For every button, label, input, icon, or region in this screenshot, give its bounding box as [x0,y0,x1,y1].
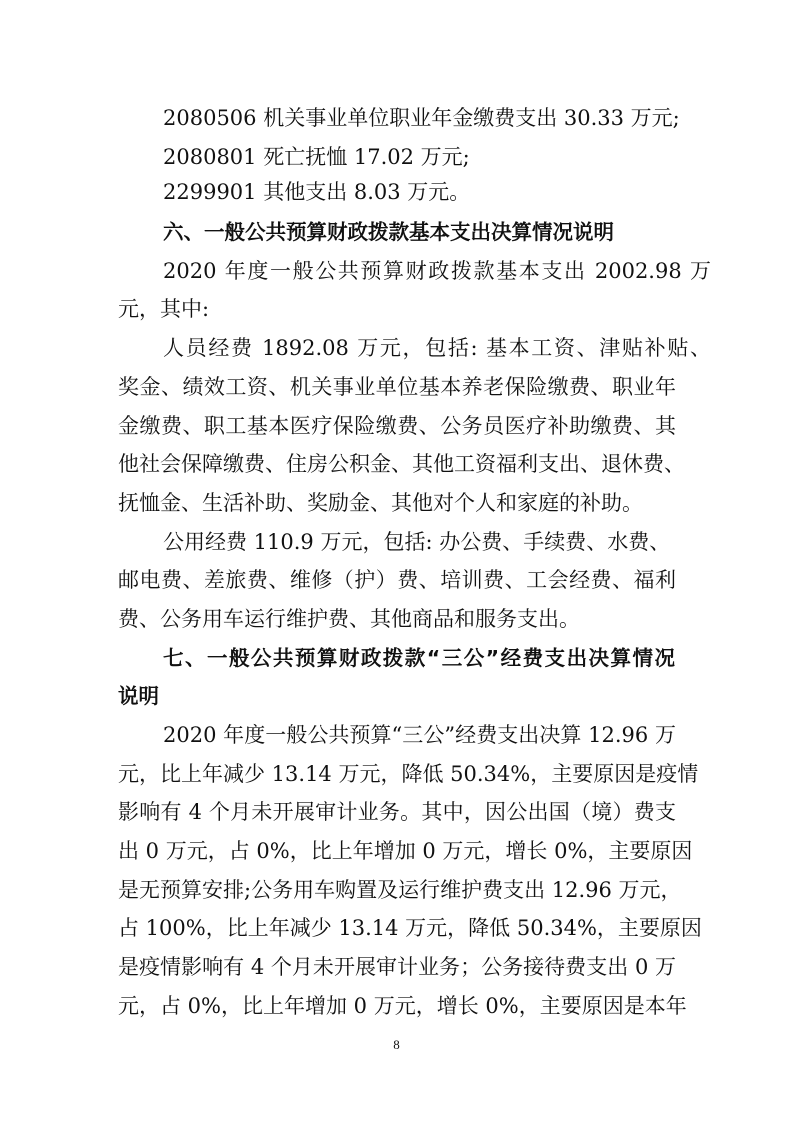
body-line: 2020 年度一般公共预算“三公”经费支出决算 12.96 万 [163,723,676,747]
body-line: 出 0 万元，占 0%，比上年增加 0 万元，增长 0%，主要原因 [118,839,693,863]
body-line: 是疫情影响有 4 个月未开展审计业务；公务接待费支出 0 万 [118,955,676,979]
body-line: 占 100%，比上年减少 13.14 万元，降低 50.34%，主要原因 [118,916,702,940]
body-line: 2299901 其他支出 8.03 万元。 [163,180,471,204]
body-line: 金缴费、职工基本医疗保险缴费、公务员医疗补助缴费、其 [118,414,676,438]
body-line: 抚恤金、生活补助、奖励金、其他对个人和家庭的补助。 [118,491,643,515]
body-line: 是无预算安排;公务用车购置及运行维护费支出 12.96 万元， [118,878,682,902]
body-line: 影响有 4 个月未开展审计业务。其中，因公出国（境）费支 [118,800,676,824]
body-line: 2080506 机关事业单位职业年金缴费支出 30.33 万元; [163,106,680,130]
body-line: 奖金、绩效工资、机关事业单位基本养老保险缴费、职业年 [118,375,676,399]
body-line: 人员经费 1892.08 万元，包括: 基本工资、津贴补贴、 [163,336,711,360]
body-line: 元，占 0%，比上年增加 0 万元，增长 0%，主要原因是本年 [118,994,687,1018]
section-heading: 说明 [118,684,159,708]
body-line: 费、公务用车运行维护费、其他商品和服务支出。 [118,607,580,631]
section-heading: 六、一般公共预算财政拨款基本支出决算情况说明 [163,220,614,244]
body-line: 他社会保障缴费、住房公积金、其他工资福利支出、退休费、 [118,452,685,476]
body-line: 公用经费 110.9 万元，包括: 办公费、手续费、水费、 [163,530,671,554]
page-number: 8 [393,1037,400,1052]
section-heading: 七、一般公共预算财政拨款“三公”经费支出决算情况 [163,646,675,670]
body-line: 元，其中: [118,297,210,321]
body-line: 2080801 死亡抚恤 17.02 万元; [163,145,470,169]
body-line: 2020 年度一般公共预算财政拨款基本支出 2002.98 万 [163,259,711,283]
body-line: 邮电费、差旅费、维修（护）费、培训费、工会经费、福利 [118,568,676,592]
body-line: 元，比上年减少 13.14 万元，降低 50.34%，主要原因是疫情 [118,762,699,786]
